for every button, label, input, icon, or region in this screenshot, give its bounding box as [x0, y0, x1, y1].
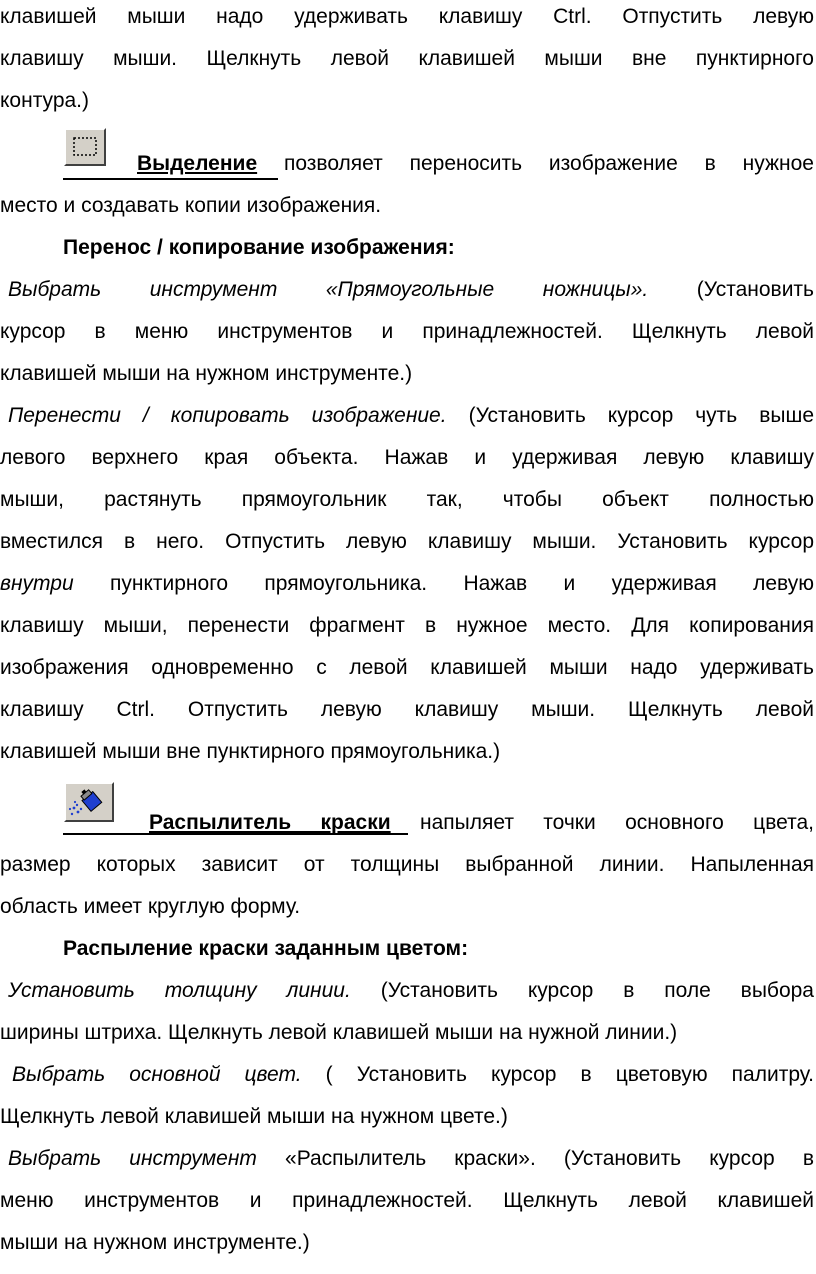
paragraph-line: размер которых зависит от толщины выбранной линии. Напыленная [0, 853, 814, 876]
paragraph-line: клавишей мыши надо удерживать клавишу Ctrl. Отпустить левую [0, 5, 814, 28]
paragraph-line: клавишей мыши вне пунктирного прямоугольника.) [0, 740, 501, 763]
step-line: Установить толщину линии. (Установить курсор в поле выбора [8, 979, 814, 1002]
spray-tool-row [63, 782, 814, 836]
section-heading: Перенос / копирование изображения: [63, 236, 455, 259]
spray-tool-name: Распылитель краски [149, 811, 391, 834]
step-line: Выбрать инструмент «Распылитель краски». (Установить курсор в [8, 1147, 814, 1170]
paragraph-line: Щелкнуть левой клавишей мыши на нужном цвете.) [0, 1105, 508, 1128]
paragraph-line: клавишей мыши на нужном инструменте.) [0, 362, 413, 385]
step-line: Выбрать основной цвет. ( Установить курсор в цветовую палитру. [12, 1063, 815, 1086]
select-tool-description: Выделение позволяет переносить изображение в нужное [137, 152, 814, 175]
paragraph-line: внутри пунктирного прямоугольника. Нажав и удерживая левую [0, 572, 814, 595]
paragraph-line: курсор в меню инструментов и принадлежностей. Щелкнуть левой [0, 320, 814, 343]
spray-tool-description: Распылитель краски напыляет точки основного цвета, [149, 811, 814, 834]
select-tool-row [63, 128, 814, 180]
paragraph-line: место и создавать копии изображения. [0, 194, 382, 217]
paragraph-line: ширины штриха. Щелкнуть левой клавишей мыши на нужной линии.) [0, 1021, 678, 1044]
paragraph-line: левого верхнего края объекта. Нажав и удерживая левую клавишу [0, 446, 814, 469]
step-line: Перенести / копировать изображение. (Установить курсор чуть выше [8, 404, 814, 427]
paragraph-line: мыши на нужном инструменте.) [0, 1231, 310, 1254]
paragraph-line: вместился в него. Отпустить левую клавишу мыши. Установить курсор [0, 530, 814, 553]
paragraph-line: контура.) [0, 89, 90, 112]
paragraph-line: мыши, растянуть прямоугольник так, чтобы объект полностью [0, 488, 814, 511]
paragraph-line: меню инструментов и принадлежностей. Щелкнуть левой клавишей [0, 1189, 814, 1212]
paragraph-line: изображения одновременно с левой клавишей мыши надо удерживать [0, 656, 814, 679]
select-tool-name: Выделение [137, 152, 258, 175]
paragraph-line: клавишу мыши. Щелкнуть левой клавишей мыши вне пунктирного [0, 47, 814, 70]
paragraph-line: клавишу Ctrl. Отпустить левую клавишу мыши. Щелкнуть левой [0, 698, 814, 721]
paragraph-line: область имеет круглую форму. [0, 895, 301, 918]
step-line: Выбрать инструмент «Прямоугольные ножницы». (Установить [8, 278, 814, 301]
section-heading: Распыление краски заданным цветом: [63, 937, 469, 960]
paragraph-line: клавишу мыши, перенести фрагмент в нужное место. Для копирования [0, 614, 814, 637]
